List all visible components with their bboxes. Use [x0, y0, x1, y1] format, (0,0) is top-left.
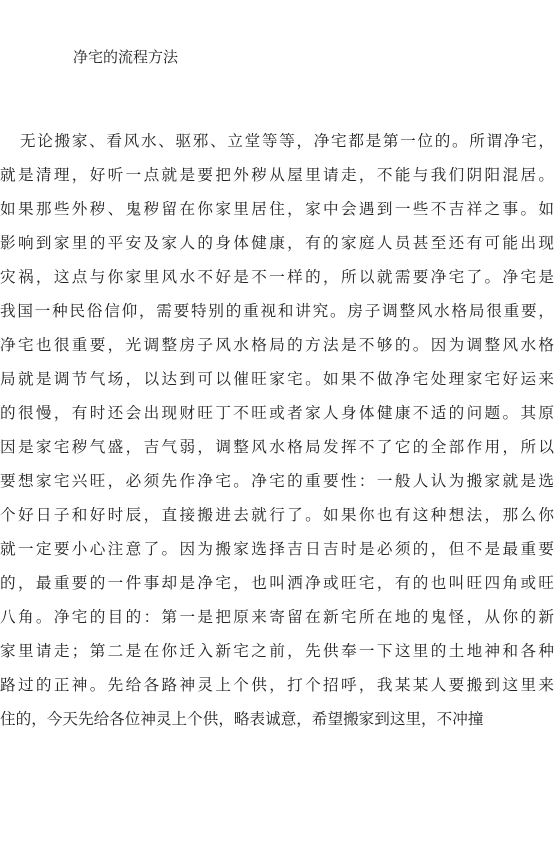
paragraph-line: 就是清理，好听一点就是要把外秽从屋里请走，不能与我们阴阳混居。	[0, 166, 554, 184]
paragraph-line: 灾祸，这点与你家里风水不好是不一样的，所以就需要净宅了。净宅是	[0, 268, 554, 286]
paragraph-line: 局就是调节气场，以达到可以催旺家宅。如果不做净宅处理家宅好运来	[0, 370, 554, 388]
paragraph-line: 因是家宅秽气盛，吉气弱，调整风水格局发挥不了它的全部作用，所以	[0, 438, 554, 456]
paragraph-line: 无论搬家、看风水、驱邪、立堂等等，净宅都是第一位的。所谓净宅，	[20, 132, 554, 150]
paragraph-line: 家里请走；第二是在你迁入新宅之前，先供奉一下这里的土地神和各种	[0, 642, 554, 660]
paragraph-line: 影响到家里的平安及家人的身体健康，有的家庭人员甚至还有可能出现	[0, 234, 554, 252]
paragraph-line: 个好日子和好时辰，直接搬进去就行了。如果你也有这种想法，那么你	[0, 506, 554, 524]
paragraph-line: 就一定要小心注意了。因为搬家选择吉日吉时是必须的，但不是最重要	[0, 540, 554, 558]
paragraph-line: 路过的正神。先给各路神灵上个供，打个招呼，我某某人要搬到这里来	[0, 676, 554, 694]
paragraph-line: 的很慢，有时还会出现财旺丁不旺或者家人身体健康不适的问题。其原	[0, 404, 554, 422]
paragraph-line: 住的，今天先给各位神灵上个供，略表诚意，希望搬家到这里，不冲撞	[0, 710, 484, 728]
article-body	[0, 126, 554, 738]
paragraph-line: 净宅也很重要，光调整房子风水格局的方法是不够的。因为调整风水格	[0, 336, 554, 354]
paragraph-line: 我国一种民俗信仰，需要特别的重视和讲究。房子调整风水格局很重要，	[0, 302, 554, 320]
paragraph-line: 要想家宅兴旺，必须先作净宅。净宅的重要性：一般人认为搬家就是选	[0, 472, 554, 490]
article-title: 净宅的流程方法	[73, 48, 179, 66]
paragraph-line: 八角。净宅的目的：第一是把原来寄留在新宅所在地的鬼怪，从你的新	[0, 608, 554, 626]
paragraph-line: 如果那些外秽、鬼秽留在你家里居住，家中会遇到一些不吉祥之事。如	[0, 200, 554, 218]
paragraph-line: 的，最重要的一件事却是净宅，也叫洒净或旺宅，有的也叫旺四角或旺	[0, 574, 554, 592]
